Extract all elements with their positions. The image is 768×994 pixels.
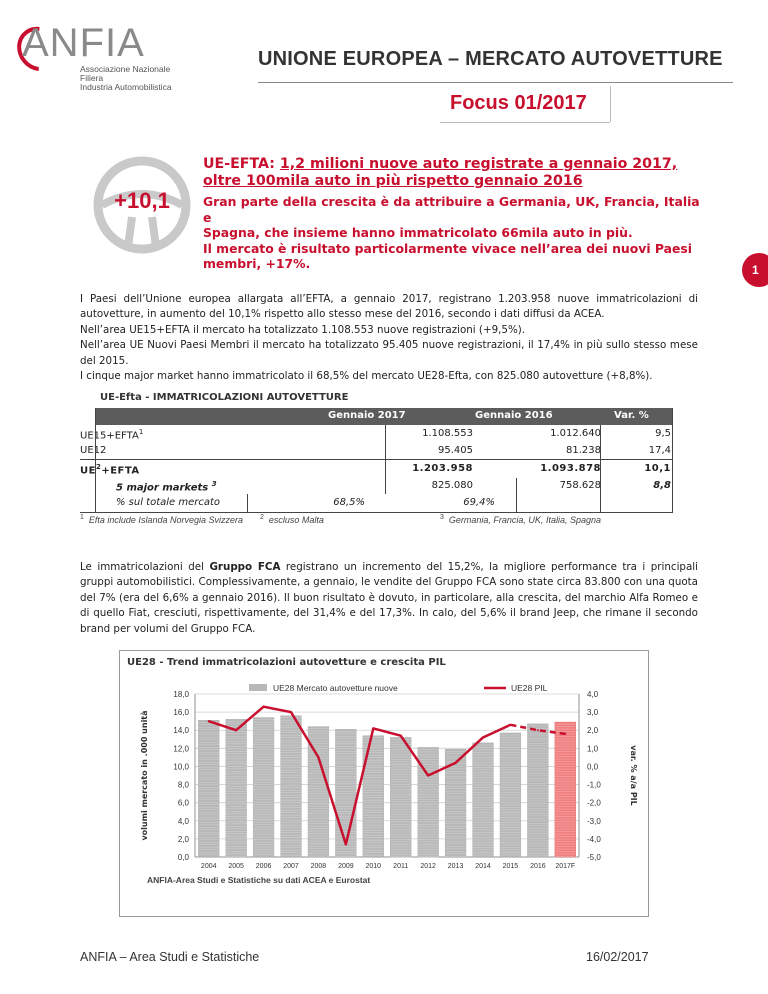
cell-var: 17,4 <box>648 445 671 456</box>
cell-var: 10,1 <box>644 463 671 474</box>
table-rule <box>600 425 601 512</box>
table-rule <box>672 408 673 512</box>
footnote <box>80 514 243 525</box>
row-label-text: UE <box>80 465 96 477</box>
y-tick-label: 12,0 <box>173 744 189 754</box>
y-tick-label: 10,0 <box>173 762 189 772</box>
y2-tick-label: 1,0 <box>587 744 599 754</box>
logo-subtitle <box>80 65 172 92</box>
cell-2017: 68,5% <box>333 497 365 508</box>
pil-point <box>372 727 374 729</box>
intro-line: I cinque major market hanno immatricolato il 68,5% del mercato UE28-Efta, con 825.080 autovetture (+8,8%). <box>80 370 653 383</box>
cell-2016: 81.238 <box>566 445 601 456</box>
x-tick-label: 2006 <box>255 863 272 870</box>
title-divider <box>258 82 733 83</box>
row-label-suffix: +EFTA <box>101 465 140 477</box>
focus-underline <box>440 122 610 123</box>
logo-subtitle-line: Associazione Nazionale <box>80 64 171 74</box>
x-tick-label: 2014 <box>475 863 491 870</box>
y-tick-label: 14,0 <box>173 726 189 736</box>
pil-point <box>235 729 237 731</box>
x-tick-label: 2017F <box>555 863 576 870</box>
y2-tick-label: -5,0 <box>587 853 601 862</box>
pil-point <box>482 736 484 738</box>
footnote-text: Efta include Islanda Norvegia Svizzera <box>88 515 243 525</box>
cell-2016: 69,4% <box>463 497 495 508</box>
subhead-line: Il mercato è risultato particolarmente vivace nell’area dei nuovi Paesi <box>203 240 693 256</box>
row-label-sup: 1 <box>138 428 144 436</box>
x-tick-label: 2016 <box>530 863 546 870</box>
page-number-badge: 1 <box>742 253 768 287</box>
x-tick-label: 2004 <box>200 863 217 870</box>
row-label: UE12 <box>80 445 107 456</box>
y-tick-label: 18,0 <box>173 690 189 699</box>
intro-line: Nell’area UE15+EFTA il mercato ha totalizzato 1.108.553 nuove registrazioni (+9,5%). <box>80 323 526 336</box>
row-label-sup: 2 <box>95 463 102 471</box>
headline <box>203 156 703 190</box>
headline-subtext <box>203 194 703 272</box>
row-label-text: 5 major markets <box>116 482 209 494</box>
cell-2016: 1.012.640 <box>550 428 601 439</box>
trend-chart <box>119 650 649 917</box>
table-row <box>80 426 673 442</box>
y2-tick-label: -3,0 <box>587 816 601 826</box>
headline-line2: oltre 100mila auto in più rispetto gennaio 2016 <box>203 173 583 189</box>
table-rule <box>95 408 96 512</box>
pil-point <box>317 756 319 758</box>
pil-point <box>455 762 457 764</box>
y-tick-label: 2,0 <box>177 834 189 844</box>
pil-point <box>509 724 511 726</box>
row-label <box>80 463 140 476</box>
chart-source: ANFIA-Area Studi e Statistiche su dati ACEA e Eurostat <box>147 875 371 885</box>
table-rule <box>516 478 517 512</box>
x-tick-label: 2012 <box>420 863 436 870</box>
y2-tick-label: -2,0 <box>587 798 601 808</box>
pil-point <box>537 729 539 731</box>
row-label: % sul totale mercato <box>116 497 221 508</box>
intro-line: I Paesi dell’Unione europea allargata all’EFTA, a gennaio 2017, registrano 1.203.958 nuove immatricolazioni di autovetture, in aumento del 10,1% rispetto allo stesso mese del 2016, secondo i dati diffusi da ACEA. <box>80 293 698 321</box>
table-row <box>80 443 673 459</box>
cell-2016: 758.628 <box>559 480 601 491</box>
table-title: UE-Efta - IMMATRICOLAZIONI AUTOVETTURE <box>100 392 349 403</box>
pil-point <box>400 735 402 737</box>
table-rule <box>80 459 673 460</box>
row-label-text: UE15+EFTA <box>80 430 139 442</box>
y2-tick-label: 0,0 <box>587 762 599 772</box>
focus-label: Focus 01/2017 <box>450 92 587 114</box>
cell-var: 8,8 <box>653 480 671 491</box>
bar <box>527 724 548 857</box>
cell-2017: 825.080 <box>431 480 473 491</box>
table-row-major <box>80 478 673 494</box>
row-label <box>80 428 143 441</box>
footer-source: ANFIA – Area Studi e Statistiche <box>80 950 260 964</box>
y2-axis-label: var. % a/a PIL <box>629 745 638 806</box>
intro-paragraph <box>80 292 698 384</box>
focus-divider <box>610 86 611 122</box>
page-title: UNIONE EUROPEA – MERCATO AUTOVETTURE <box>258 48 723 70</box>
y2-tick-label: 3,0 <box>587 708 599 718</box>
x-tick-label: 2005 <box>228 863 244 870</box>
table-row-share <box>80 495 673 511</box>
cell-var: 9,5 <box>655 428 671 439</box>
cell-2016: 1.093.878 <box>540 463 601 474</box>
footnote <box>260 514 324 525</box>
pil-point <box>208 720 210 722</box>
y-tick-label: 4,0 <box>177 816 189 826</box>
fca-paragraph <box>80 560 698 637</box>
y-tick-label: 0,0 <box>177 853 189 862</box>
legend-label-bars: UE28 Mercato autovetture nuove <box>273 683 398 693</box>
logo-subtitle-line: Filiera <box>80 73 104 83</box>
pil-point <box>263 706 265 708</box>
table-header-2016: Gennaio 2016 <box>475 410 553 421</box>
cell-2017: 1.108.553 <box>422 428 473 439</box>
y2-tick-label: 4,0 <box>587 690 599 699</box>
headline-prefix: UE-EFTA: <box>203 156 280 172</box>
pil-point <box>290 711 292 713</box>
y2-tick-label: 2,0 <box>587 726 599 736</box>
y-tick-label: 16,0 <box>173 708 189 718</box>
subhead-line: Spagna, che insieme hanno immatricolato 66mila auto in più. <box>203 225 633 240</box>
subhead-line: Gran parte della crescita è da attribuire a Germania, UK, Francia, Italia e <box>203 194 700 225</box>
x-tick-label: 2010 <box>365 863 382 870</box>
x-tick-label: 2009 <box>338 863 354 870</box>
pil-point <box>345 843 347 845</box>
footnote <box>440 514 601 525</box>
cell-2017: 1.203.958 <box>412 463 473 474</box>
x-tick-label: 2008 <box>310 863 327 870</box>
pil-point <box>564 733 566 735</box>
table-rule <box>80 512 673 513</box>
bar <box>198 720 219 857</box>
table-rule <box>385 425 386 494</box>
footnote-text: escluso Malta <box>268 515 324 525</box>
fca-text-part: registrano un incremento del 15,2%, la migliore performance tra i principali gruppi automobilistici. Complessivamente, a gennaio, le vendite del Gruppo FCA sono state circa 83.800 con una quota del 7% (era del 6,6% a gennaio 2016). Il buon risultato è dovuto, in particolare, alla crescita, del marchio Alfa Romeo e di quello Fiat, cresciuti, rispettivamente, del 31,4% e del 17,3%. In calo, del 5,6% il brand Jeep, che rimane il secondo brand per volumi del Gruppo FCA. <box>80 561 699 635</box>
footnote-number: 2 <box>260 514 264 521</box>
row-label <box>116 480 217 493</box>
x-tick-label: 2015 <box>502 863 519 870</box>
legend-label-line: UE28 PIL <box>511 683 548 693</box>
cell-2017: 95.405 <box>438 445 473 456</box>
x-tick-label: 2007 <box>283 863 299 870</box>
bar <box>335 729 356 857</box>
footnote-number: 3 <box>440 514 444 521</box>
logo-subtitle-line: Industria Automobilistica <box>80 82 172 92</box>
footer-date: 16/02/2017 <box>586 950 649 964</box>
pil-point <box>427 775 429 777</box>
y-tick-label: 6,0 <box>177 798 189 808</box>
table-row-total <box>80 461 673 477</box>
subhead-line: membri, +17%. <box>203 256 311 271</box>
fca-text <box>80 560 698 637</box>
anfia-logo <box>22 20 172 90</box>
table-rule <box>247 494 248 512</box>
x-tick-label: 2011 <box>393 863 409 870</box>
footnote-number: 1 <box>80 514 84 521</box>
table-header-2017: Gennaio 2017 <box>328 410 406 421</box>
logo-text: ANFIA <box>22 21 145 65</box>
chart-title: UE28 - Trend immatricolazioni autovetture e crescita PIL <box>127 657 446 668</box>
y2-tick-label: -4,0 <box>587 834 601 844</box>
intro-line: Nell’area UE Nuovi Paesi Membri il mercato ha totalizzato 95.405 nuove registrazioni, il 17,4% in più sullo stesso mese del 2015. <box>80 339 698 367</box>
x-tick-label: 2013 <box>447 863 464 870</box>
headline-line1: 1,2 milioni nuove auto registrate a gennaio 2017, <box>279 156 678 172</box>
fca-group-name: Gruppo FCA <box>209 561 281 573</box>
row-label-sup: 3 <box>211 480 217 488</box>
table-header-var: Var. % <box>614 410 649 421</box>
y2-tick-label: -1,0 <box>587 780 601 790</box>
fca-text-part: Le immatricolazioni del <box>80 561 210 573</box>
growth-badge-value: +10,1 <box>114 188 170 213</box>
y-tick-label: 8,0 <box>177 780 189 790</box>
bar <box>281 716 302 857</box>
legend-swatch-bars <box>249 684 267 691</box>
y-axis-label: volumi mercato in .000 unità <box>140 710 149 841</box>
footnote-text: Germania, Francia, UK, Italia, Spagna <box>448 515 601 525</box>
